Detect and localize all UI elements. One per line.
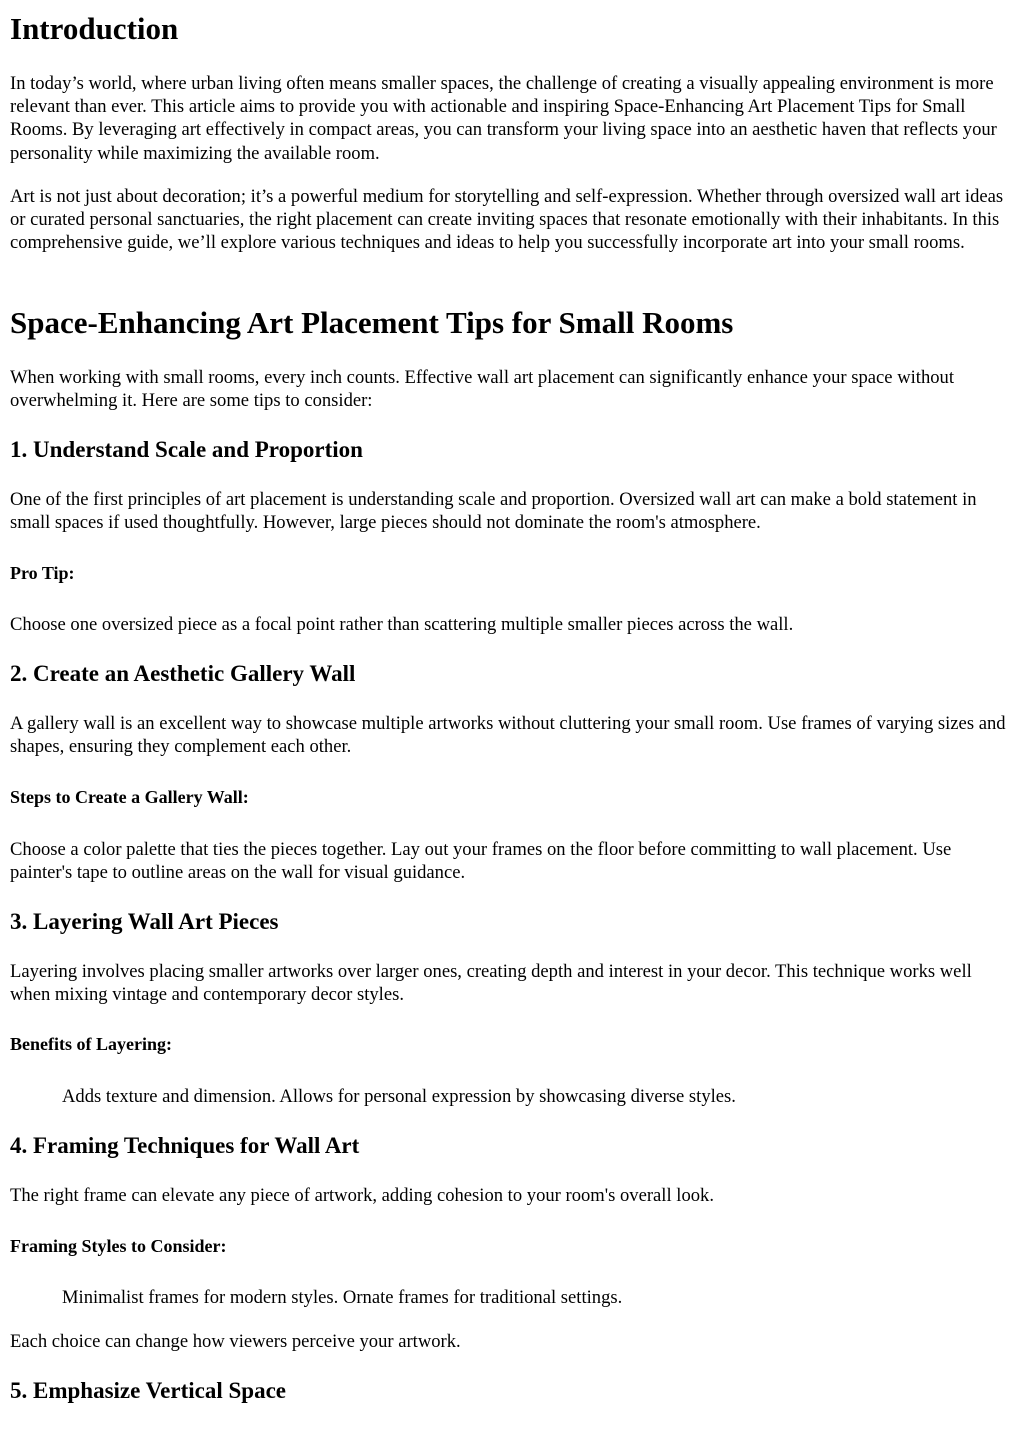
- section-2-subheading: Steps to Create a Gallery Wall:: [10, 787, 249, 807]
- section-1-subheading: Pro Tip:: [10, 563, 75, 583]
- section-2-heading: 2. Create an Aesthetic Gallery Wall: [10, 661, 356, 686]
- section-4-paragraph: The right frame can elevate any piece of artwork, adding cohesion to your room's overall look.: [10, 1185, 714, 1206]
- section-4-closing: Each choice can change how viewers perceive your artwork.: [10, 1331, 461, 1352]
- section-3-subheading: Benefits of Layering:: [10, 1034, 172, 1054]
- intro-paragraph-2: Art is not just about decoration; it’s a powerful medium for storytelling and self-expression. Whether through oversized wall art ideas or curated personal sanctuaries, the right placement can create inviting spaces that resonate emotionally with their inhabitants. In this comprehensive guide, we’ll explore various techniques and ideas to help you successfully incorporate art into your small rooms.: [10, 186, 1004, 254]
- main-paragraph-1: When working with small rooms, every inch counts. Effective wall art placement can significantly enhance your space without overwhelming it. Here are some tips to consider:: [10, 367, 955, 412]
- section-3-list: Adds texture and dimension. Allows for personal expression by showcasing diverse styles.: [62, 1086, 736, 1107]
- section-2-steps: Choose a color palette that ties the pieces together. Lay out your frames on the floor before committing to wall placement. Use painter's tape to outline areas on the wall for visual guidance.: [10, 839, 952, 884]
- section-4-list: Minimalist frames for modern styles. Ornate frames for traditional settings.: [62, 1287, 623, 1308]
- main-heading: Space-Enhancing Art Placement Tips for Small Rooms: [10, 305, 734, 340]
- section-1-paragraph: One of the first principles of art placement is understanding scale and proportion. Oversized wall art can make a bold statement in small spaces if used thoughtfully. However, large pieces should not dominate the room's atmosphere.: [10, 489, 977, 534]
- section-2-paragraph: A gallery wall is an excellent way to showcase multiple artworks without cluttering your small room. Use frames of varying sizes and shapes, ensuring they complement each other.: [10, 713, 1006, 758]
- section-1-tip: Choose one oversized piece as a focal point rather than scattering multiple smaller pieces across the wall.: [10, 614, 794, 635]
- section-5-heading: 5. Emphasize Vertical Space: [10, 1378, 286, 1403]
- intro-paragraph-1: In today’s world, where urban living often means smaller spaces, the challenge of creating a visually appealing environment is more relevant than ever. This article aims to provide you with actionable and inspiring Space-Enhancing Art Placement Tips for Small Rooms. By leveraging art effectively in compact areas, you can transform your living space into an aesthetic haven that reflects your personality while maximizing the available room.: [10, 73, 997, 164]
- section-4-subheading: Framing Styles to Consider:: [10, 1236, 227, 1256]
- section-4-heading: 4. Framing Techniques for Wall Art: [10, 1133, 360, 1158]
- section-1-heading: 1. Understand Scale and Proportion: [10, 437, 363, 462]
- section-3-heading: 3. Layering Wall Art Pieces: [10, 909, 279, 934]
- section-3-paragraph: Layering involves placing smaller artworks over larger ones, creating depth and interest in your decor. This technique works well when mixing vintage and contemporary decor styles.: [10, 961, 972, 1006]
- intro-heading: Introduction: [10, 11, 179, 46]
